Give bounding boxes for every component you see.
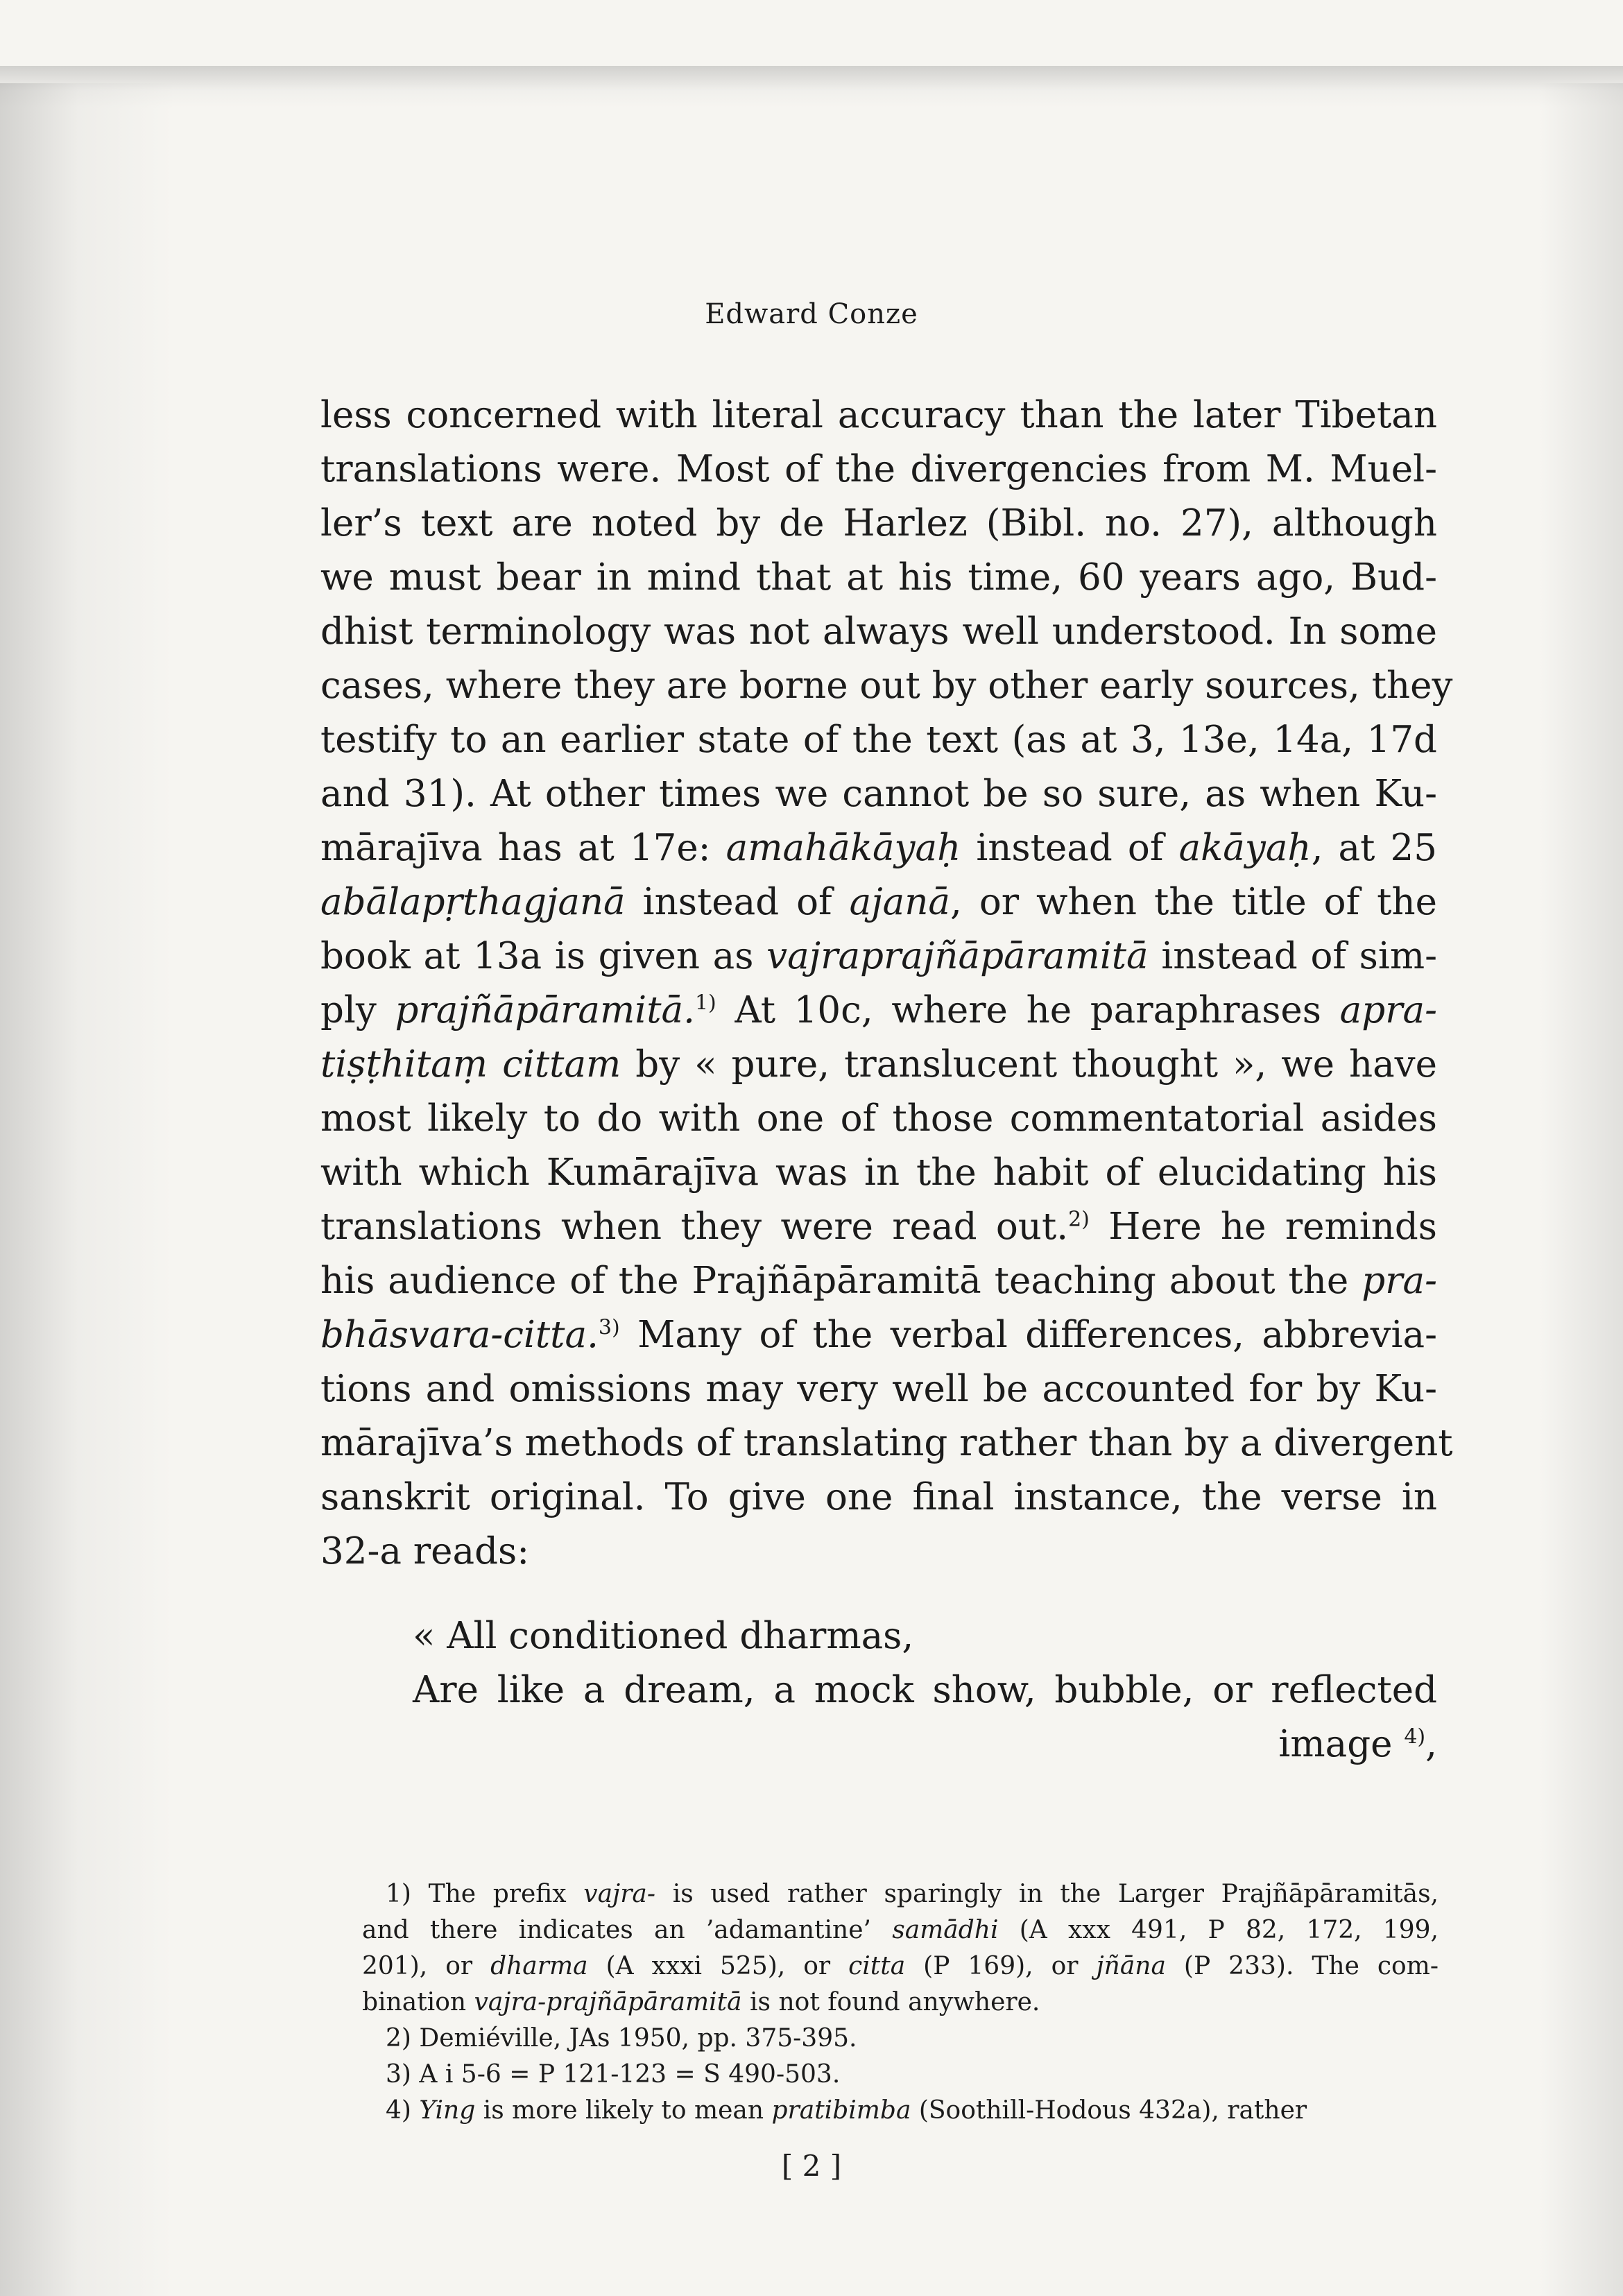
text-run: testify to an earlier state of the text (as at 3, 13e, 14a, 17d bbox=[320, 719, 1437, 761]
text-run: most likely to do with one of those commentatorial asides bbox=[320, 1097, 1437, 1140]
scan-shadow-top bbox=[0, 66, 1623, 108]
text-run: 32-a reads: bbox=[320, 1530, 530, 1573]
text-run: At 10c, where he paraphrases bbox=[716, 989, 1340, 1031]
text-run: instead of bbox=[961, 827, 1179, 869]
verse-line bbox=[413, 1663, 1437, 1717]
text-run: less concerned with literal accuracy than the later Tibetan bbox=[320, 394, 1437, 436]
text-run: is more likely to mean bbox=[475, 2096, 772, 2125]
footnotes bbox=[362, 1876, 1439, 2129]
body-line bbox=[320, 1362, 1437, 1416]
body-line bbox=[320, 497, 1437, 551]
text-run: is not found anywhere. bbox=[741, 1988, 1040, 2016]
italic-term: akāyaḥ bbox=[1178, 827, 1312, 869]
body-line bbox=[320, 1416, 1453, 1471]
body-line bbox=[320, 1146, 1437, 1200]
text-run: by « pure, translucent thought », we have bbox=[621, 1043, 1437, 1086]
body-line bbox=[320, 929, 1437, 984]
text-run: Are like a dream, a mock show, bubble, or reflected bbox=[413, 1669, 1437, 1711]
italic-term: dharma bbox=[490, 1952, 588, 1980]
text-run: 3) A i 5-6 = P 121-123 = S 490-503. bbox=[386, 2060, 841, 2089]
text-run: image bbox=[1278, 1723, 1405, 1765]
italic-term: ajanā bbox=[849, 881, 950, 923]
verse-quote bbox=[413, 1609, 1437, 1772]
verse-line bbox=[413, 1717, 1437, 1772]
footnote-line bbox=[362, 2093, 1439, 2129]
footnote-line bbox=[362, 1985, 1439, 2021]
body-line bbox=[320, 605, 1437, 659]
text-run: 4) bbox=[386, 2096, 420, 2125]
italic-term: abālapṛthagjanā bbox=[320, 881, 626, 923]
footnote-ref: 3) bbox=[598, 1315, 620, 1340]
text-run: « All conditioned dharmas, bbox=[413, 1615, 914, 1657]
body-line bbox=[320, 659, 1453, 713]
scan-shadow-left bbox=[0, 83, 173, 2296]
italic-term: Ying bbox=[419, 2096, 476, 2125]
text-run: Many of the verbal differences, abbrevia- bbox=[619, 1314, 1437, 1356]
text-run: cases, where they are borne out by other early sources, they bbox=[320, 665, 1453, 707]
text-run: book at 13a is given as bbox=[320, 935, 767, 977]
body-line bbox=[320, 821, 1437, 875]
body-line bbox=[320, 443, 1437, 497]
body-line bbox=[320, 1471, 1437, 1525]
italic-term: pra- bbox=[1362, 1260, 1437, 1302]
body-line bbox=[320, 767, 1437, 821]
italic-term: vajraprajñāpāramitā bbox=[766, 935, 1149, 977]
text-run: sanskrit original. To give one final instance, the verse in bbox=[320, 1476, 1437, 1518]
italic-term: vajra- bbox=[583, 1880, 656, 1908]
body-line bbox=[320, 1200, 1437, 1254]
text-run: and 31). At other times we cannot be so sure, as when Ku- bbox=[320, 773, 1437, 815]
text-run: mārajīva’s methods of translating rather than by a divergent bbox=[320, 1422, 1453, 1464]
text-run: 2) Demiéville, JAs 1950, pp. 375-395. bbox=[386, 2024, 857, 2053]
body-line bbox=[320, 984, 1437, 1038]
text-run: 201), or bbox=[362, 1952, 491, 1980]
text-run: is used rather sparingly in the Larger Prajñāpāramitās, bbox=[655, 1880, 1439, 1908]
text-run: (A xxxi 525), or bbox=[587, 1952, 849, 1980]
italic-term: pratibimba bbox=[771, 2096, 911, 2125]
text-run: , bbox=[1425, 1723, 1437, 1765]
footnote-ref: 2) bbox=[1068, 1207, 1090, 1232]
footnote-ref: 4) bbox=[1404, 1724, 1426, 1749]
verse-line bbox=[413, 1609, 1437, 1663]
text-run: instead of sim- bbox=[1148, 935, 1437, 977]
text-run: (Soothill-Hodous 432a), rather bbox=[911, 2096, 1307, 2125]
text-run: (A xxx 491, P 82, 172, 199, bbox=[998, 1916, 1439, 1944]
body-text bbox=[320, 388, 1453, 1579]
text-run: dhist terminology was not always well understood. In some bbox=[320, 610, 1437, 653]
text-run: ler’s text are noted by de Harlez (Bibl. no. 27), although bbox=[320, 502, 1437, 545]
text-run: ply bbox=[320, 989, 395, 1031]
body-line bbox=[320, 1254, 1437, 1308]
text-run: instead of bbox=[625, 881, 850, 923]
italic-term: amahākāyaḥ bbox=[725, 827, 961, 869]
body-line bbox=[320, 1038, 1437, 1092]
body-line bbox=[320, 713, 1437, 767]
body-line bbox=[320, 1525, 1437, 1579]
text-run: tions and omissions may very well be accounted for by Ku- bbox=[320, 1368, 1437, 1410]
text-run: bination bbox=[362, 1988, 474, 2016]
text-run: translations when they were read out. bbox=[320, 1206, 1069, 1248]
text-run: , at 25 bbox=[1311, 827, 1437, 869]
italic-term: bhāsvara-citta. bbox=[320, 1314, 599, 1356]
italic-term: citta bbox=[848, 1952, 906, 1980]
text-run: 1) The prefix bbox=[386, 1880, 584, 1908]
page-number: [ 2 ] bbox=[781, 2149, 842, 2183]
body-line bbox=[320, 875, 1437, 929]
text-run: (P 233). The com- bbox=[1165, 1952, 1439, 1980]
italic-term: tiṣṭhitaṃ cittam bbox=[320, 1043, 621, 1086]
italic-term: jñāna bbox=[1096, 1952, 1166, 1980]
text-run: (P 169), or bbox=[905, 1952, 1097, 1980]
running-head: Edward Conze bbox=[705, 298, 918, 330]
italic-term: vajra-prajñāpāramitā bbox=[474, 1988, 742, 2016]
text-run: we must bear in mind that at his time, 60 years ago, Bud- bbox=[320, 556, 1437, 599]
text-run: and there indicates an ’adamantine’ bbox=[362, 1916, 893, 1944]
body-line bbox=[320, 1308, 1437, 1362]
text-run: translations were. Most of the divergencies from M. Muel- bbox=[320, 448, 1437, 490]
italic-term: samādhi bbox=[892, 1916, 999, 1944]
italic-term: prajñāpāramitā. bbox=[395, 989, 695, 1031]
scan-shadow-right bbox=[1540, 83, 1623, 2296]
footnote-line bbox=[362, 1948, 1439, 1985]
footnote-ref: 1) bbox=[694, 991, 716, 1016]
text-run: , or when the title of the bbox=[950, 881, 1437, 923]
footnote-line bbox=[362, 1876, 1439, 1912]
text-run: mārajīva has at 17e: bbox=[320, 827, 726, 869]
footnote-line bbox=[362, 2021, 1439, 2057]
body-line bbox=[320, 388, 1437, 443]
body-line bbox=[320, 551, 1437, 605]
footnote-line bbox=[362, 1912, 1439, 1948]
body-line bbox=[320, 1092, 1437, 1146]
text-run: with which Kumārajīva was in the habit of elucidating his bbox=[320, 1151, 1437, 1194]
text-run: his audience of the Prajñāpāramitā teaching about the bbox=[320, 1260, 1362, 1302]
italic-term: apra- bbox=[1339, 989, 1438, 1031]
text-run: Here he reminds bbox=[1089, 1206, 1437, 1248]
footnote-line bbox=[362, 2057, 1439, 2093]
